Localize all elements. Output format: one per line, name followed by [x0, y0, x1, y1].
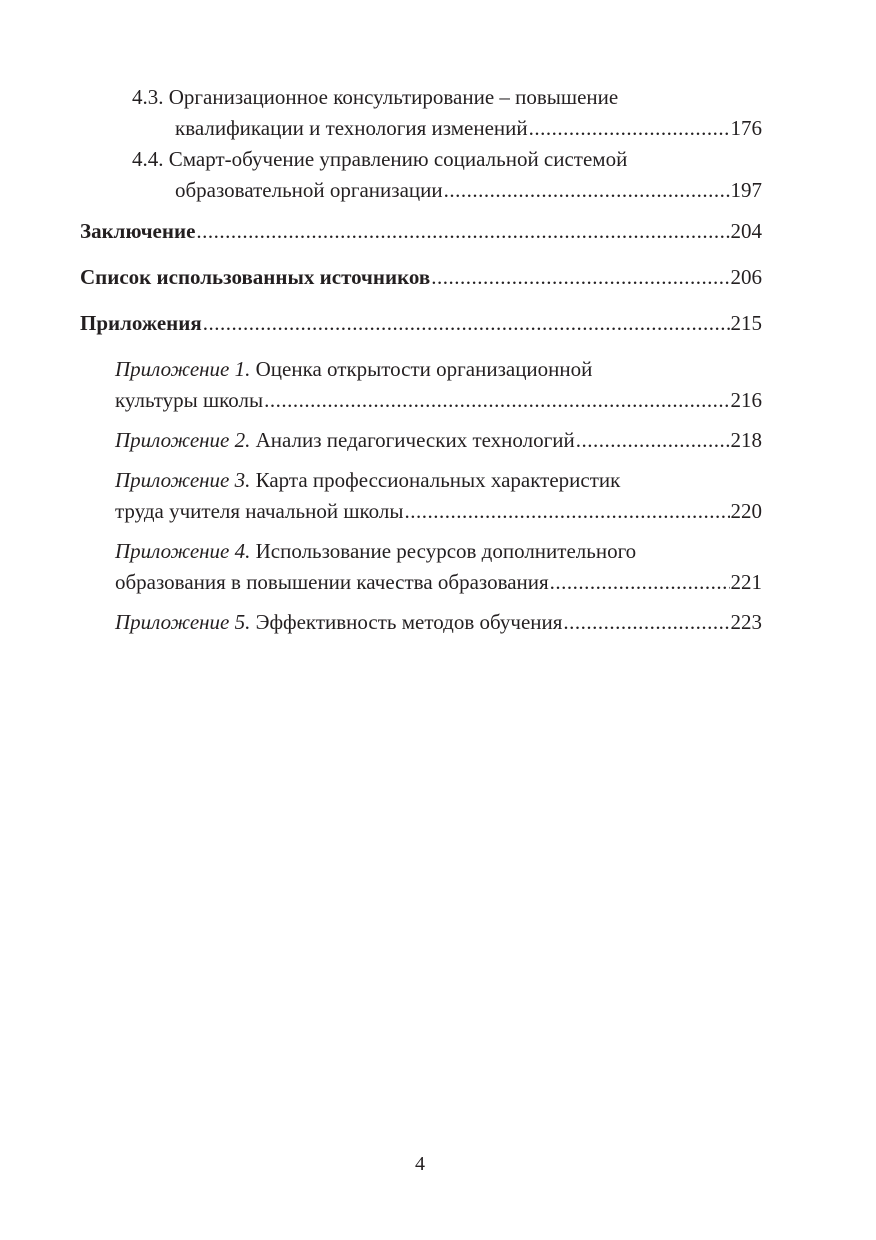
- appendix-label: Приложение 1.: [115, 357, 251, 381]
- toc-entry-text: [115, 607, 562, 638]
- toc-page-number: 218: [730, 428, 762, 452]
- toc-entry-conclusion: [80, 216, 762, 247]
- dot-leader: [196, 216, 729, 247]
- appendix-label: Приложение 5.: [115, 610, 251, 634]
- toc-entry-text: квалификации и технология изменений: [175, 116, 528, 140]
- appendix-label: Приложение 4.: [115, 539, 251, 563]
- toc-entry-appendix-3-line2: [80, 496, 762, 527]
- toc-entry-4-3-line2: [80, 113, 762, 144]
- toc-entry-text: [115, 536, 636, 567]
- toc-entry-text: 4.4. Смарт-обучение управлению социальной системой: [132, 147, 628, 171]
- toc-entry-appendix-4-line1: [80, 536, 762, 567]
- toc-entry-text: [115, 465, 620, 496]
- toc-page-number: 216: [730, 388, 762, 412]
- toc-entry-text: Заключение: [80, 219, 196, 243]
- toc-entry-appendix-4-line2: [80, 567, 762, 598]
- dot-leader: [576, 425, 730, 456]
- toc-page-number: 221: [730, 570, 762, 594]
- toc-entry-appendix-5: [80, 607, 762, 638]
- dot-leader: [529, 113, 730, 144]
- toc-entry-4-4-line1: [80, 144, 762, 175]
- table-of-contents: [80, 82, 762, 638]
- toc-page-number: 204: [730, 219, 762, 243]
- page-number: 4: [415, 1153, 425, 1175]
- toc-page-number: 176: [730, 116, 762, 140]
- toc-page-number: 206: [730, 265, 762, 289]
- toc-entry-text: Список использованных источников: [80, 265, 431, 289]
- toc-entry-appendix-1-line2: [80, 385, 762, 416]
- toc-entry-4-4-line2: [80, 175, 762, 206]
- toc-entry-text: [115, 354, 592, 385]
- toc-entry-4-3-line1: [80, 82, 762, 113]
- dot-leader: [550, 567, 730, 598]
- toc-entry-text: культуры школы: [115, 388, 264, 412]
- toc-entry-appendix-1-line1: [80, 354, 762, 385]
- appendix-title: Анализ педагогических технологий: [250, 428, 575, 452]
- toc-entry-references: [80, 262, 762, 293]
- toc-entry-text: 4.3. Организационное консультирование – повышение: [132, 85, 619, 109]
- toc-entry-text: [115, 425, 575, 456]
- toc-page-number: 223: [730, 610, 762, 634]
- dot-leader: [563, 607, 729, 638]
- dot-leader: [444, 175, 730, 206]
- dot-leader: [203, 308, 730, 339]
- appendix-title: Карта профессиональных характеристик: [250, 468, 621, 492]
- toc-entry-text: образовательной организации: [175, 178, 443, 202]
- toc-entry-appendix-2: [80, 425, 762, 456]
- toc-entry-text: труда учителя начальной школы: [115, 499, 404, 523]
- toc-entry-appendices: [80, 308, 762, 339]
- dot-leader: [431, 262, 729, 293]
- dot-leader: [404, 496, 729, 527]
- toc-entry-text: образования в повышении качества образования: [115, 570, 549, 594]
- toc-entry-appendix-3-line1: [80, 465, 762, 496]
- appendix-label: Приложение 2.: [115, 428, 251, 452]
- appendix-title: Эффективность методов обучения: [250, 610, 563, 634]
- appendix-label: Приложение 3.: [115, 468, 251, 492]
- appendix-title: Оценка открытости организационной: [250, 357, 593, 381]
- toc-page-number: 197: [730, 178, 762, 202]
- dot-leader: [264, 385, 729, 416]
- toc-page-number: 220: [730, 499, 762, 523]
- toc-page-number: 215: [730, 311, 762, 335]
- appendix-title: Использование ресурсов дополнительного: [250, 539, 637, 563]
- toc-entry-text: Приложения: [80, 311, 202, 335]
